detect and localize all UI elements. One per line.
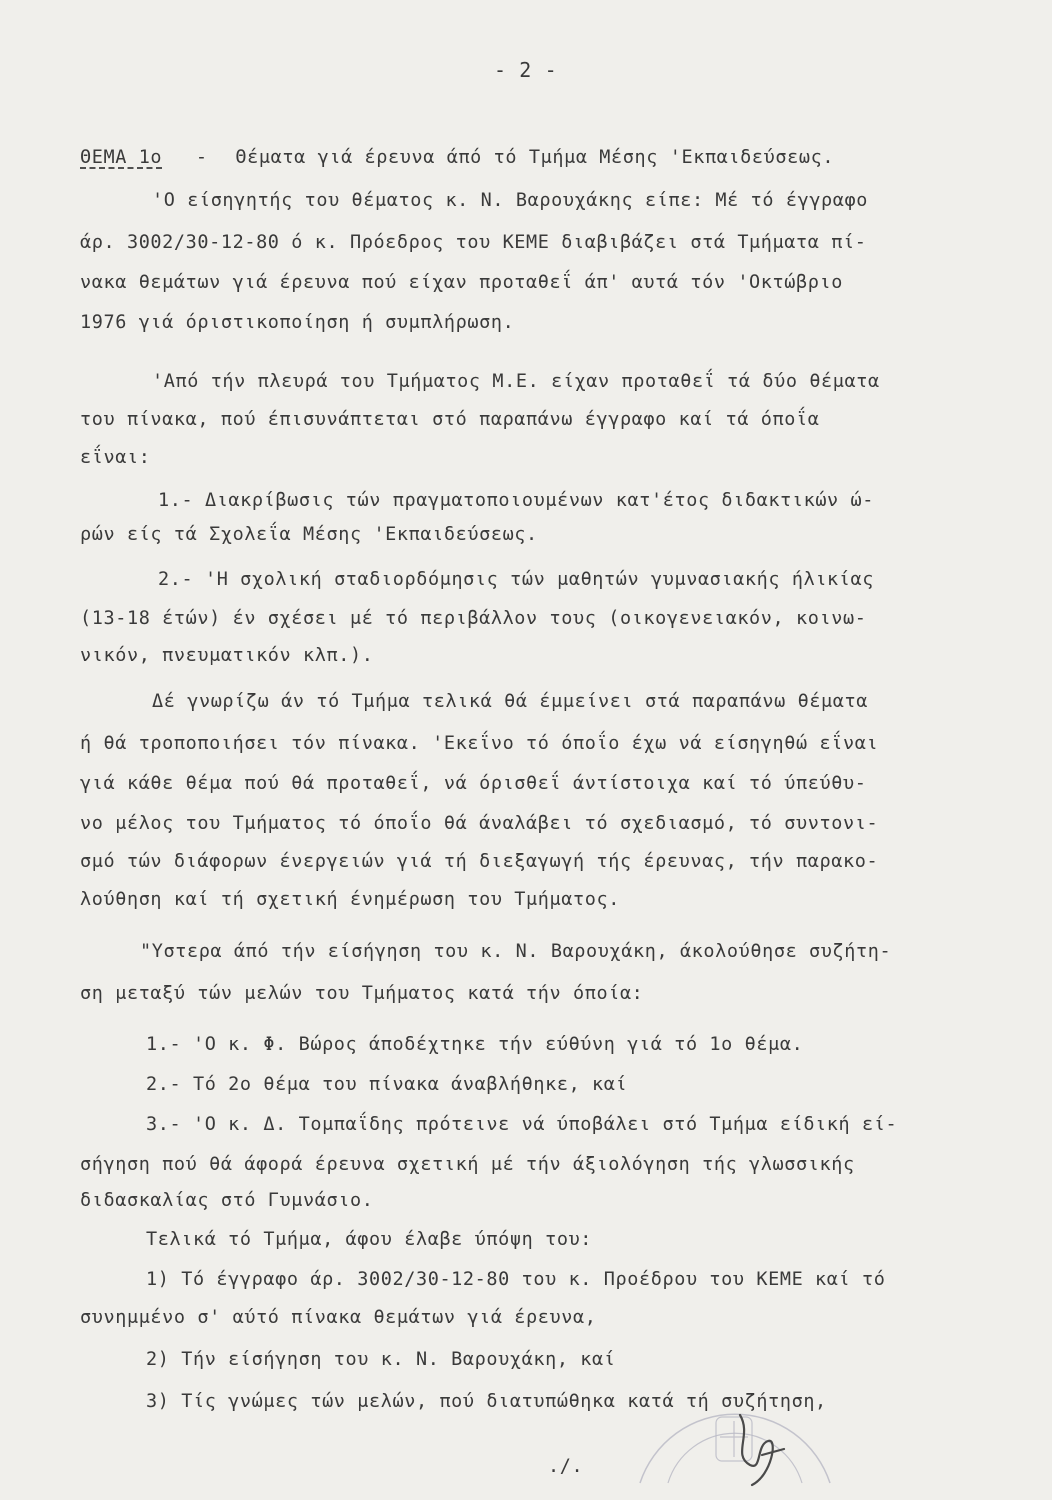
text-line: άρ. 3002/30-12-80 ό κ. Πρόεδρος του ΚΕΜΕ διαβιβάζει στά Τμήματα πί- bbox=[80, 232, 867, 253]
text-line: "Υστερα άπό τήν είσήγηση του κ. Ν. Βαρουχάκη, άκολούθησε συζήτη- bbox=[140, 941, 892, 962]
text-line: σήγηση πού θά άφορά έρευνα σχετική μέ τήν άξιολόγηση τής γλωσσικής bbox=[80, 1154, 855, 1175]
text-line: Τελικά τό Τμήμα, άφου έλαβε ύπόψη του: bbox=[146, 1229, 593, 1250]
text-line: νο μέλος του Τμήματος τό όποΐο θά άναλάβει τό σχεδιασμό, τό συντονι- bbox=[80, 813, 879, 834]
page-number: - 2 - bbox=[494, 58, 558, 82]
list-item: 1.- Διακρίβωσις τών πραγματοποιουμένων κατ'έτος διδακτικών ώ- bbox=[158, 490, 875, 511]
list-item: 2.- 'Η σχολική σταδιορδόμησις τών μαθητών γυμνασιακής ήλικίας bbox=[158, 569, 875, 590]
text-line: (13-18 έτών) έν σχέσει μέ τό περιβάλλον τους (οικογενειακόν, κοινω- bbox=[80, 608, 867, 629]
text-line: λούθηση καί τή σχετική ένημέρωση του Τμήματος. bbox=[80, 889, 620, 910]
list-item: 1.- 'Ο κ. Φ. Βώρος άποδέχτηκε τήν εύθύνη γιά τό 1ο θέμα. bbox=[146, 1034, 804, 1055]
heading-separator: - bbox=[195, 147, 208, 168]
text-line: 1976 γιά όριστικοποίηση ή συμπλήρωση. bbox=[80, 312, 515, 333]
heading bbox=[80, 146, 834, 170]
text-line: νακα θεμάτων γιά έρευνα πού είχαν προταθεΐ άπ' αυτά τόν 'Οκτώβριο bbox=[80, 272, 843, 293]
text-line: ή θά τροποποιήσει τόν πίνακα. 'Εκεΐνο τό όποΐο έχω νά είσηγηθώ εΐναι bbox=[80, 733, 879, 754]
text-line: διδασκαλίας στό Γυμνάσιο. bbox=[80, 1190, 374, 1211]
text-line: 'Ο είσηγητής του θέματος κ. Ν. Βαρουχάκης είπε: Μέ τό έγγραφο bbox=[152, 190, 869, 211]
list-item: 3) Τίς γνώμες τών μελών, πού διατυπώθηκα κατά τή συζήτηση, bbox=[146, 1391, 827, 1412]
text-line: ση μεταξύ τών μελών του Τμήματος κατά τήν όποία: bbox=[80, 983, 644, 1004]
list-item: 1) Τό έγγραφο άρ. 3002/30-12-80 του κ. Προέδρου του ΚΕΜΕ καί τό bbox=[146, 1269, 886, 1290]
heading-title: Θέματα γιά έρευνα άπό τό Τμήμα Μέσης 'Εκπαιδεύσεως. bbox=[235, 147, 835, 168]
text-line: σμό τών διάφορων ένεργειών γιά τή διεξαγωγή τής έρευνας, τήν παρακο- bbox=[80, 851, 879, 872]
list-item: 2.- Τό 2ο θέμα του πίνακα άναβλήθηκε, καί bbox=[146, 1074, 628, 1095]
text-line: 'Από τήν πλευρά του Τμήματος Μ.Ε. είχαν προταθεΐ τά δύο θέματα bbox=[152, 371, 880, 392]
text-line: νικόν, πνευματικόν κλπ.). bbox=[80, 645, 374, 666]
signature-icon bbox=[722, 1405, 792, 1495]
text-line: Δέ γνωρίζω άν τό Τμήμα τελικά θά έμμείνει στά παραπάνω θέματα bbox=[152, 691, 869, 712]
text-line: εΐναι: bbox=[80, 447, 151, 468]
text-line: συνημμένο σ' αύτό πίνακα θεμάτων γιά έρευνα, bbox=[80, 1307, 597, 1328]
text-line: γιά κάθε θέμα πού θά προταθεΐ, νά όρισθεΐ άντίστοιχα καί τό ύπεύθυ- bbox=[80, 773, 867, 794]
continuation-mark: ./. bbox=[548, 1456, 584, 1477]
list-item: 3.- 'Ο κ. Δ. Τομπαΐδης πρότεινε νά ύποβάλει στό Τμήμα είδική εί- bbox=[146, 1114, 898, 1135]
heading-label: ΘΕΜΑ 1ο bbox=[80, 147, 163, 168]
text-line: ρών είς τά Σχολεΐα Μέσης 'Εκπαιδεύσεως. bbox=[80, 524, 538, 545]
list-item: 2) Τήν είσήγηση του κ. Ν. Βαρουχάκη, καί bbox=[146, 1349, 616, 1370]
text-line: του πίνακα, πού έπισυνάπτεται στό παραπάνω έγγραφο καί τά όποΐα bbox=[80, 409, 820, 430]
